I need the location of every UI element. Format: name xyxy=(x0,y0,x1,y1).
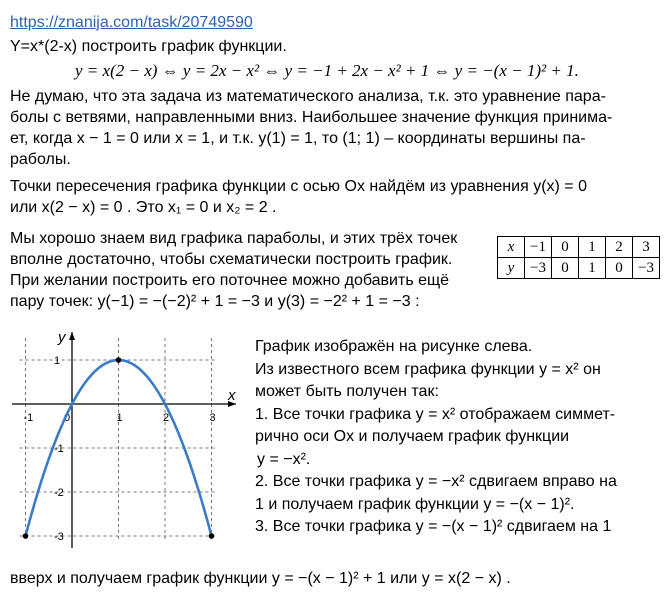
x-tick-label: 1 xyxy=(116,412,123,424)
paragraph-explanation xyxy=(255,336,660,539)
x-tick-label: 2 xyxy=(163,412,170,424)
data-point xyxy=(209,533,215,539)
table-cell: y xyxy=(498,258,525,279)
table-cell: 1 xyxy=(579,237,606,258)
final-line: вверх и получаем график функции y = −(x − 1)² + 1 или y = x(2 − x) . xyxy=(10,570,511,587)
y-tick-label: -3 xyxy=(54,531,64,543)
data-point xyxy=(116,357,122,363)
text-line: 1 и получаем график функции y = −(x − 1)². xyxy=(255,495,575,513)
text-line: ет, когда x − 1 = 0 или x = 1, и т.к. y(1) = 1, то (1; 1) – координаты вершины па- xyxy=(10,130,586,147)
text-line: болы с ветвями, направленными вниз. Наибольшее значение функция принима- xyxy=(10,109,613,126)
text-line: рично оси Ox и получаем график функции xyxy=(255,428,570,445)
text-line: 3. Все точки графика y = −(x − 1)² сдвигаем на 1 xyxy=(255,518,612,535)
y-tick-label: 1 xyxy=(54,355,61,367)
parabola-graph xyxy=(8,330,248,552)
table-cell: 3 xyxy=(633,237,660,258)
y-axis-label: y xyxy=(58,330,66,346)
formula-main: y = x(2 − x) ⇔ y = 2x − x² ⇔ y = −1 + 2x − x² + 1 ⇔ y = −(x − 1)² + 1. xyxy=(75,61,579,80)
y-axis-arrow xyxy=(69,332,75,340)
table-cell: x xyxy=(498,237,525,258)
table-cell: 0 xyxy=(552,258,579,279)
text-line: Точки пересечения графика функции с осью Ox найдём из уравнения y(x) = 0 xyxy=(10,178,587,195)
paragraph-roots xyxy=(10,176,658,218)
text-line: вполне достаточно, чтобы схематически построить график. xyxy=(10,251,453,268)
text-line: 2. Все точки графика y = −x² сдвигаем вправо на xyxy=(255,473,617,490)
x-tick-label: 0 xyxy=(64,412,71,424)
table-cell: −1 xyxy=(525,237,552,258)
x-axis-label: x xyxy=(228,387,236,404)
y-tick-label: -1 xyxy=(54,443,64,455)
text-line: Мы хорошо знаем вид графика параболы, и этих трёх точек xyxy=(10,230,458,247)
data-point xyxy=(23,533,29,539)
paragraph-vertex xyxy=(10,86,658,170)
y-tick-label: -2 xyxy=(54,487,64,499)
table-cell: 0 xyxy=(552,237,579,258)
x-tick-label: 3 xyxy=(209,412,216,424)
table-row-x xyxy=(498,237,660,258)
table-cell: −3 xyxy=(525,258,552,279)
values-table xyxy=(497,236,660,279)
text-line: Не думаю, что эта задача из математического анализа, т.к. это уравнение пара- xyxy=(10,88,606,105)
text-line: пару точек: y(−1) = −(−2)² + 1 = −3 и y(3) = −2² + 1 = −3 : xyxy=(10,293,420,310)
x-tick-label: -1 xyxy=(23,412,34,424)
table-cell: −3 xyxy=(633,258,660,279)
text-line: раболы. xyxy=(10,151,71,168)
table-cell: 2 xyxy=(606,237,633,258)
table-cell: 0 xyxy=(606,258,633,279)
text-line: График изображён на рисунке слева. xyxy=(255,338,533,355)
text-line: y = −x². xyxy=(257,450,311,468)
text-line: 1. Все точки графика y = x² отображаем симмет- xyxy=(255,405,616,423)
text-line: или x(2 − x) = 0 . Это x₁ = 0 и x₂ = 2 . xyxy=(10,199,277,216)
text-line: может быть получен так: xyxy=(255,383,439,400)
text-line: Из известного всем графика функции y = x² он xyxy=(255,360,601,378)
table-cell: 1 xyxy=(579,258,606,279)
text-line: При желании построить его поточнее можно добавить ещё xyxy=(10,272,450,289)
source-link[interactable]: https://znanija.com/task/20749590 xyxy=(10,14,253,31)
task-title: Y=x*(2-x) построить график функции. xyxy=(10,38,287,55)
table-row-y xyxy=(498,258,660,279)
paragraph-points xyxy=(10,228,490,312)
